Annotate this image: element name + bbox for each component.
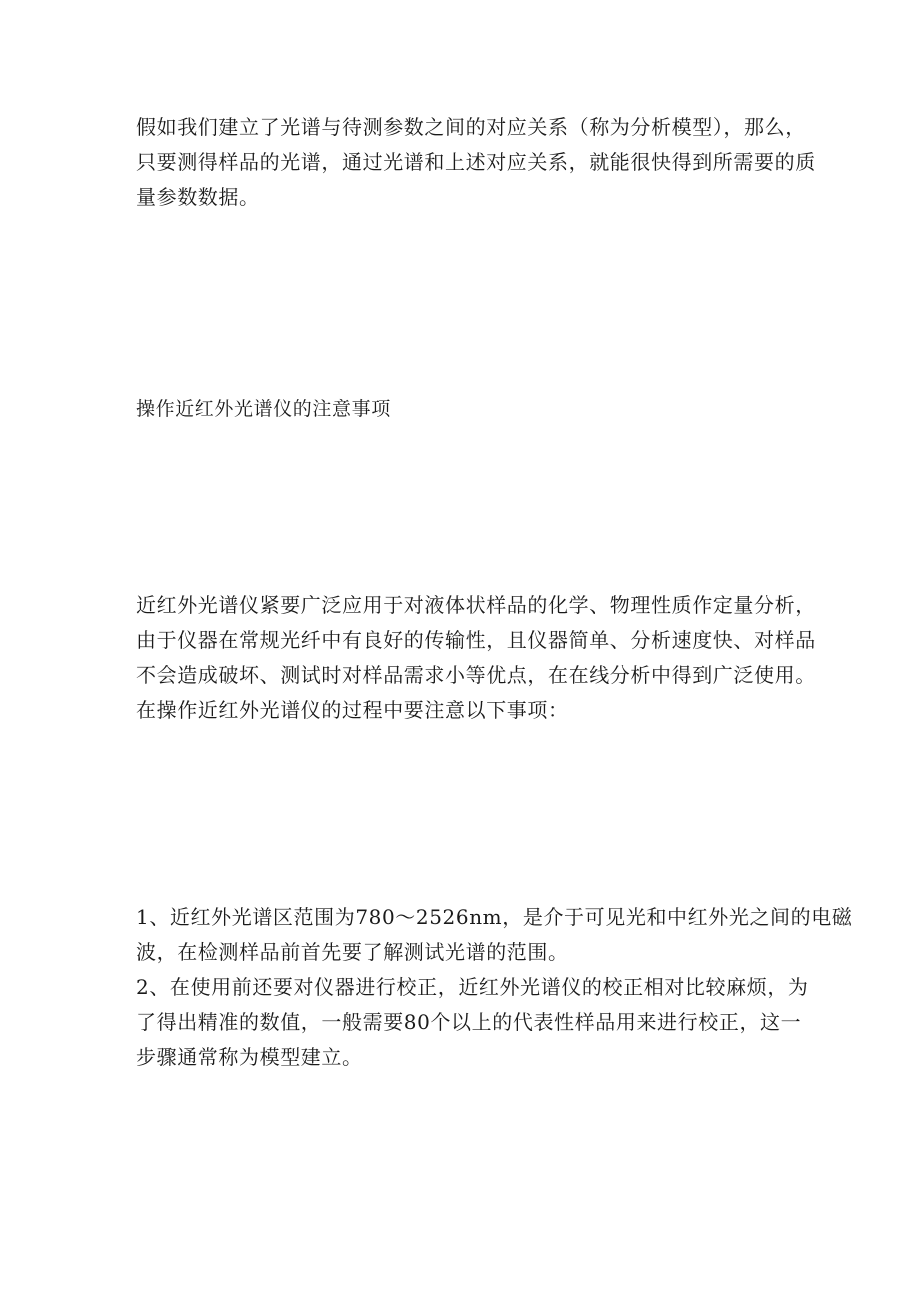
item-line: 2、在使用前还要对仪器进行校正，近红外光谱仪的校正相对比较麻烦，为: [136, 975, 809, 999]
intro-line: 只要测得样品的光谱，通过光谱和上述对应关系，就能很快得到所需要的质: [136, 150, 816, 174]
intro-line: 量参数数据。: [136, 185, 260, 209]
overview-line: 由于仪器在常规光纤中有良好的传输性，且仪器简单、分析速度快、对样品: [136, 628, 816, 652]
section-title: 操作近红外光谱仪的注意事项: [136, 398, 391, 420]
item-line: 1、近红外光谱区范围为780～2526nm，是介于可见光和中红外光之间的电磁: [136, 905, 853, 929]
overview-line: 近红外光谱仪紧要广泛应用于对液体状样品的化学、物理性质作定量分析，: [136, 593, 816, 617]
overview-line: 不会造成破坏、测试时对样品需求小等优点，在在线分析中得到广泛使用。: [136, 663, 816, 687]
overview-line: 在操作近红外光谱仪的过程中要注意以下事项：: [136, 698, 569, 722]
item-line: 步骤通常称为模型建立。: [136, 1045, 363, 1069]
overview-paragraph: [136, 588, 816, 728]
item-line: 波，在检测样品前首先要了解测试光谱的范围。: [136, 940, 569, 964]
items-paragraph: [136, 900, 853, 1075]
item-line: 了得出精准的数值，一般需要80个以上的代表性样品用来进行校正，这一: [136, 1010, 802, 1034]
intro-line: 假如我们建立了光谱与待测参数之间的对应关系（称为分析模型），那么，: [136, 115, 806, 139]
intro-paragraph: [136, 110, 816, 215]
